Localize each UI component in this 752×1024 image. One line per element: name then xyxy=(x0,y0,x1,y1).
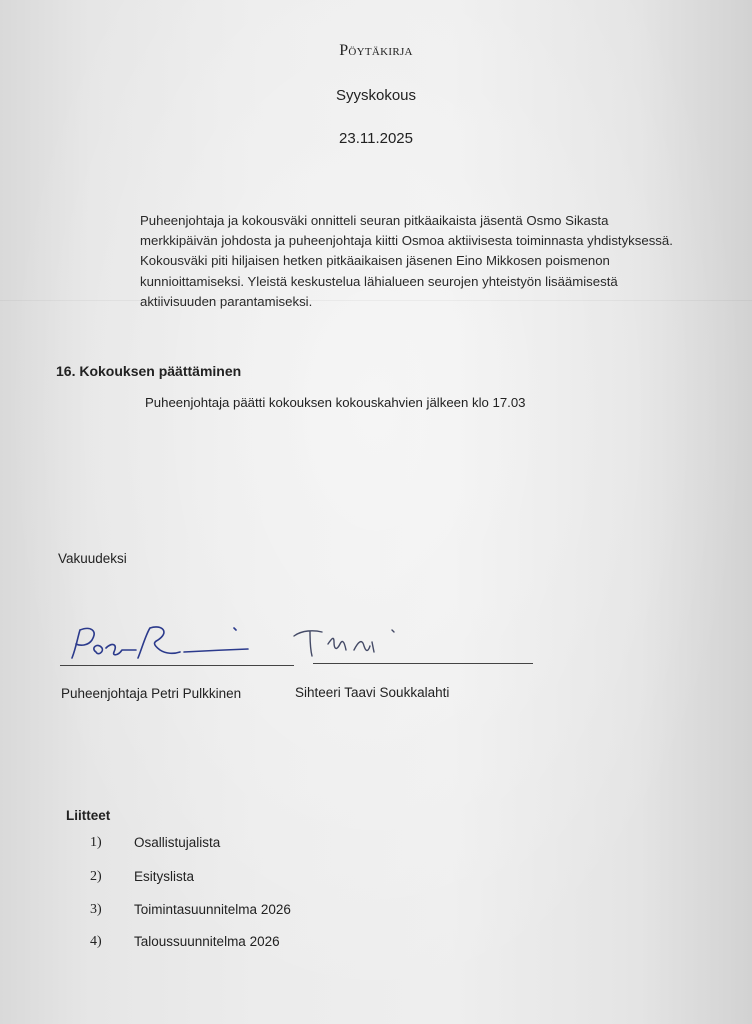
attachment-number: 2) xyxy=(90,869,102,884)
attachments-heading: Liitteet xyxy=(66,808,111,823)
secretary-signature xyxy=(288,622,428,662)
attachment-label: Esityslista xyxy=(134,869,195,884)
paragraph-line: Kokousväki piti hiljaisen hetken pitkäaikaisen jäsenen Eino Mikkosen poismenon xyxy=(140,253,610,269)
closing-statement: Puheenjohtaja päätti kokouksen kokouskahvien jälkeen klo 17.03 xyxy=(145,395,526,410)
secretary-name: Sihteeri Taavi Soukkalahti xyxy=(295,685,450,700)
paragraph-line: merkkipäivän johdosta ja puheenjohtaja kiitti Osmoa aktiivisesta toiminnasta yhdistyksessä. xyxy=(140,233,673,249)
meeting-name: Syyskokous xyxy=(335,87,417,104)
attachment-number: 3) xyxy=(90,902,102,917)
meeting-date: 23.11.2025 xyxy=(339,130,413,147)
paragraph-line: aktiivisuuden parantamiseksi. xyxy=(140,293,313,309)
attachment-label: Osallistujalista xyxy=(134,835,221,850)
meeting-notes-paragraph xyxy=(140,211,700,312)
paragraph-line: kunnioittamiseksi. Yleistä keskustelua lähialueen seurojen yhteistyön lisäämisestä xyxy=(140,273,618,289)
section-heading-closing: 16. Kokouksen päättäminen xyxy=(56,363,242,379)
attachment-label: Toimintasuunnitelma 2026 xyxy=(134,902,291,917)
attachment-label: Taloussuunnitelma 2026 xyxy=(134,934,280,949)
attachment-number: 4) xyxy=(90,934,102,949)
chair-signature xyxy=(62,618,262,666)
document-type-title: Pöytäkirja xyxy=(339,42,413,59)
secretary-signature-line xyxy=(313,663,533,664)
chair-signature-line xyxy=(60,665,294,666)
attestation-label: Vakuudeksi xyxy=(58,551,127,566)
attachment-number: 1) xyxy=(90,835,102,850)
paragraph-line: Puheenjohtaja ja kokousväki onnitteli seuran pitkäaikaista jäsentä Osmo Sikasta xyxy=(140,213,609,228)
chair-name: Puheenjohtaja Petri Pulkkinen xyxy=(61,686,242,701)
